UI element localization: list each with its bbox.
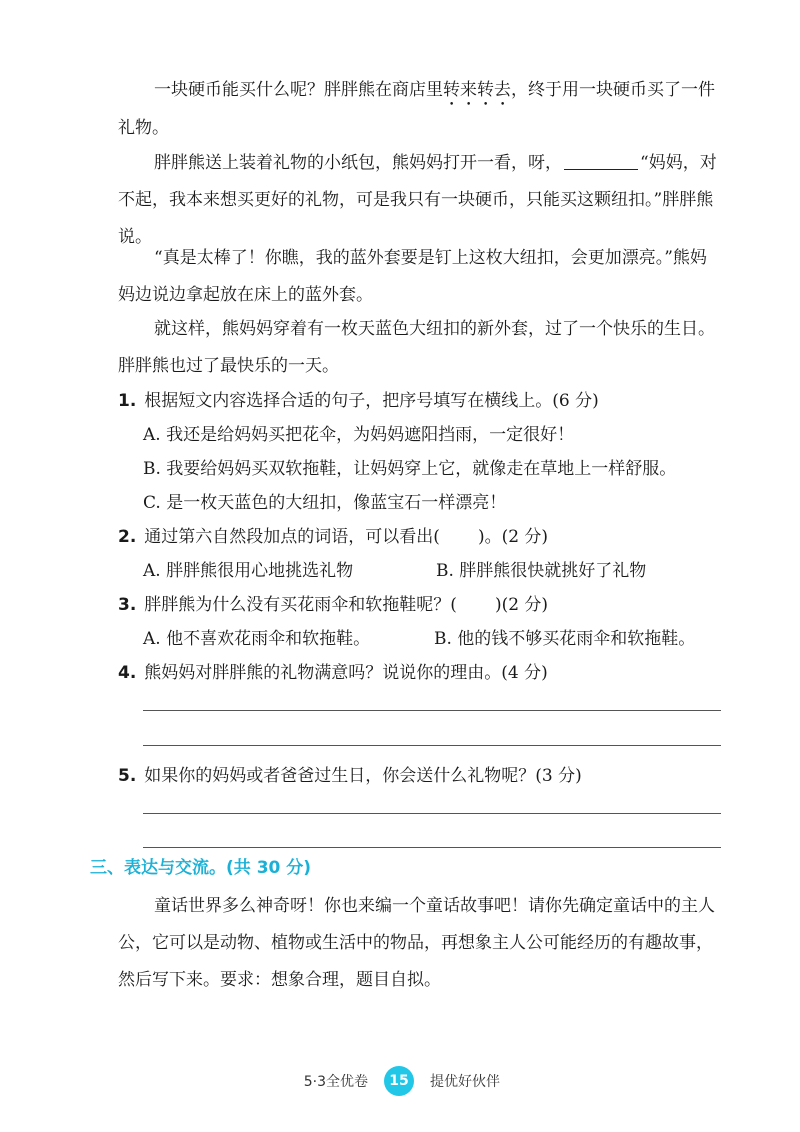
question-text: 如果你的妈妈或者爸爸过生日，你会送什么礼物呢？(3 分) xyxy=(144,766,582,786)
answer-blank[interactable] xyxy=(564,155,638,170)
q1-option-b: B. 我要给妈妈买双软拖鞋，让妈妈穿上它，就像走在草地上一样舒服。 xyxy=(143,459,677,479)
question-text: 熊妈妈对胖胖熊的礼物满意吗？说说你的理由。(4 分) xyxy=(144,663,548,683)
story-text: “妈妈，对不起，我本来想买更好的礼物，可是我只有一块硬币，只能买这颗纽扣。”胖胖熊说。 xyxy=(118,153,717,247)
story-text: 胖胖熊送上装着礼物的小纸包，熊妈妈打开一看，呀， xyxy=(154,153,562,173)
story-text: “真是太棒了！你瞧，我的蓝外套要是钉上这枚大纽扣，会更加漂亮。”熊妈妈边说边拿起放在床上的蓝外套。 xyxy=(118,248,707,305)
question-number: 1. xyxy=(118,391,137,411)
q1-option-a: A. 我还是给妈妈买把花伞，为妈妈遮阳挡雨，一定很好！ xyxy=(143,425,575,445)
q4-answer-line-2[interactable] xyxy=(143,745,721,746)
emphasized-words: 转来转去 xyxy=(443,80,511,100)
question-number: 5. xyxy=(118,766,137,786)
page-footer xyxy=(0,1066,800,1096)
question-number: 3. xyxy=(118,595,137,615)
question-3 xyxy=(118,590,548,615)
question-4 xyxy=(118,658,548,683)
question-number: 4. xyxy=(118,663,137,683)
question-text: 通过第六自然段加点的词语，可以看出( xyxy=(144,527,440,547)
story-paragraph-1 xyxy=(118,72,723,147)
story-paragraph-4 xyxy=(118,311,723,385)
page-number-badge: 15 xyxy=(384,1066,414,1096)
question-text: )(2 分) xyxy=(494,595,549,615)
q1-option-c: C. 是一枚天蓝色的大纽扣，像蓝宝石一样漂亮！ xyxy=(143,493,507,513)
story-paragraph-3 xyxy=(118,240,723,314)
section-3-title: 三、表达与交流。(共 30 分) xyxy=(90,858,312,878)
q5-answer-line-2[interactable] xyxy=(143,847,721,848)
q4-answer-line-1[interactable] xyxy=(143,710,721,711)
q3-option-b: B. 他的钱不够买花雨伞和软拖鞋。 xyxy=(434,629,696,649)
q2-option-b: B. 胖胖熊很快就挑好了礼物 xyxy=(436,561,647,581)
section-text: 童话世界多么神奇呀！你也来编一个童话故事吧！请你先确定童话中的主人公，它可以是动物、植物或生活中的物品，再想象主人公可能经历的有趣故事，然后写下来。要求：想象合理，题目自拟。 xyxy=(118,896,715,990)
question-2 xyxy=(118,522,548,547)
q3-option-a: A. 他不喜欢花雨伞和软拖鞋。 xyxy=(143,629,371,649)
story-text: 就这样，熊妈妈穿着有一枚天蓝色大纽扣的新外套，过了一个快乐的生日。胖胖熊也过了最快乐的一天。 xyxy=(118,319,715,376)
question-text: 根据短文内容选择合适的句子，把序号填写在横线上。(6 分) xyxy=(144,391,599,411)
footer-brand: 5·3全优卷 xyxy=(303,1074,368,1090)
q5-answer-line-1[interactable] xyxy=(143,813,721,814)
story-text: 一块硬币能买什么呢？胖胖熊在商店里 xyxy=(154,80,443,100)
question-1 xyxy=(118,386,599,411)
story-text: ，终于用一块硬币买了一件礼物。 xyxy=(118,80,715,138)
question-5 xyxy=(118,761,582,786)
q2-option-a: A. 胖胖熊很用心地挑选礼物 xyxy=(143,561,354,581)
section-3-body xyxy=(118,888,723,999)
footer-slogan: 提优好伙伴 xyxy=(430,1074,500,1090)
question-text: )。(2 分) xyxy=(477,527,549,547)
question-number: 2. xyxy=(118,527,137,547)
question-text: 胖胖熊为什么没有买花雨伞和软拖鞋呢？( xyxy=(144,595,457,615)
